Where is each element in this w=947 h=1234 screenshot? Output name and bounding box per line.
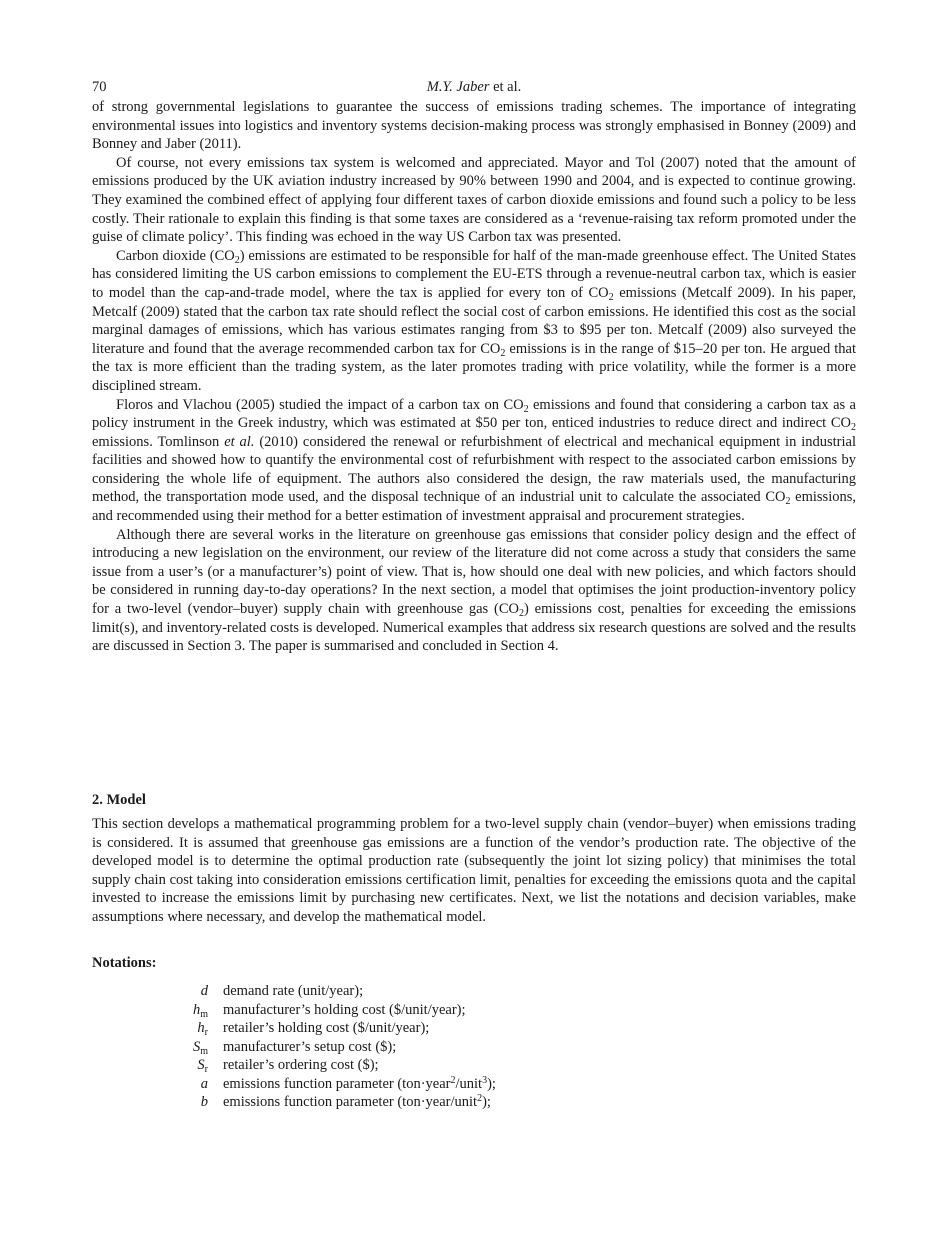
notation-row (92, 983, 856, 1002)
notation-row (92, 1039, 856, 1058)
running-title (92, 79, 856, 96)
running-title-authors: M.Y. Jaber (426, 79, 490, 95)
notation-symbol (201, 1094, 208, 1111)
symbol-letter: h (197, 1020, 205, 1036)
symbol-letter: h (192, 1001, 201, 1018)
symbol-letter: a (200, 1075, 208, 1092)
symbol-letter: b (200, 1094, 208, 1110)
notation-symbol (201, 983, 208, 1000)
paragraph-4-text: (2010) considered the renewal or refurbishment of electrical and mechanical equipment in industrial facilities and showed how to quantify the environmental cost of refurbishment with respect to the associated carbon emissions by considering the whole life of equipment. The authors also considered the design, the raw materials used, the manufacturing method, the transportation mode used, and the disposal technique of an industrial unit to calculate the associated CO (92, 433, 856, 506)
superscript: 2 (477, 1093, 483, 1104)
definition-text: emissions function parameter (ton·year/unit (223, 1094, 478, 1110)
notation-row (92, 1076, 856, 1095)
notation-symbol (197, 1020, 208, 1037)
page-number: 70 (92, 79, 107, 95)
paragraph-1: of strong governmental legislations to guarantee the success of emissions trading schemes. The importance of integrating environmental issues into logistics and inventory systems decision-making process was strongly emphasised in Bonney (2009) and Bonney and Jaber (2011). (92, 99, 856, 153)
notation-definition (223, 983, 363, 1000)
body-text (92, 98, 856, 656)
definition-text: /unit (455, 1075, 483, 1092)
paragraph-4 (92, 396, 856, 526)
notation-symbol (201, 1076, 208, 1093)
definition-text: retailer’s ordering cost ($); (223, 1057, 379, 1073)
symbol-letter: d (200, 983, 208, 999)
definition-text: demand rate (unit/year); (223, 983, 364, 999)
paragraph-4-text: Floros and Vlachou (2005) studied the impact of a carbon tax on CO (116, 396, 524, 413)
subscript: 2 (851, 422, 856, 434)
superscript: 2 (450, 1074, 456, 1086)
notation-definition (223, 1094, 491, 1111)
notation-symbol (197, 1057, 208, 1074)
running-title-suffix: et al. (489, 79, 522, 95)
paragraph-3-text: emissions is in the range of $15–20 per ton. He argued that the tax is more efficient than the trading system, as the later promotes trading with price volatility, while the former is a more disciplined stream. (92, 340, 857, 394)
running-head (92, 79, 856, 99)
notation-definition (223, 1020, 429, 1037)
paragraph-3-text: emissions (Metcalf 2009). In his paper, Metcalf (2009) stated that the carbon tax rate should reflect the social cost of carbon emissions. He identified this cost as the social marginal damages of emissions, which has various estimates ranging from $3 to $95 per ton. Metcalf (2009) also surveyed the literature and found that the average recommended carbon tax for CO (92, 284, 856, 357)
definition-text: emissions function parameter (ton·year (223, 1075, 451, 1092)
subscript: 2 (608, 291, 614, 303)
paragraph-4-text: emissions, and recommended using their method for a better estimation of investment appraisal and procurement strategies. (92, 489, 856, 525)
subscript: 2 (234, 254, 240, 266)
subscript: 2 (523, 403, 529, 415)
notation-symbol (193, 1039, 208, 1056)
section-body: This section develops a mathematical programming problem for a two-level supply chain (vendor–buyer) when emissions trading is considered. It is assumed that greenhouse gas emissions are a function of the vendor’s production rate. The objective of the developed model is to determine the optimal production rate (subsequently the joint lot sizing policy) that minimises the total supply chain cost taking into consideration emissions certification limit, penalties for exceeding the emissions quota and the capital invested to increase the emissions limit by purchasing new certificates. Next, we list the notations and decision variables, make assumptions where necessary, and develop the mathematical model. (92, 816, 856, 925)
symbol-letter: S (197, 1057, 205, 1073)
paragraph-5-text: Although there are several works in the literature on greenhouse gas emissions that consider policy design and the effect of introducing a new legislation on the environment, our review of the literature did not come across a study that considers the same issue from a user’s (or a manufacturer’s) point of view. That is, how should one deal with new policies, and which factors should be considered in running day-to-day operations? In the next section, a model that optimises the joint production-inventory policy for a two-level (vendor–buyer) supply chain with greenhouse gas (CO (92, 526, 856, 618)
definition-text: manufacturer’s holding cost ($/unit/year); (223, 1001, 466, 1018)
et-al-italic: et al. (224, 433, 255, 450)
superscript: 3 (482, 1074, 488, 1086)
definition-text: ); (482, 1094, 491, 1110)
paragraph-2: Of course, not every emissions tax system is welcomed and appreciated. Mayor and Tol (2007) noted that the amount of emissions produced by the UK aviation industry increased by 90% between 1990 and 2004, and is expected to continue growing. They examined the combined effect of applying four different taxes of carbon dioxide emissions and found such a policy to be less costly. Their rationale to explain this finding is that some taxes are considered as a ‘revenue-raising tax reform promoted under the guise of climate policy’. This finding was echoed in the way US Carbon tax was presented. (92, 154, 856, 246)
definition-text: ); (487, 1075, 496, 1092)
notation-row (92, 1002, 856, 1021)
section-heading: 2. Model (92, 792, 146, 808)
definition-text: manufacturer’s setup cost ($); (223, 1038, 397, 1055)
notation-row (92, 1020, 856, 1039)
notation-symbol (193, 1002, 208, 1019)
paragraph-3-text: ) emissions are estimated to be responsible for half of the man-made greenhouse effect. The United States has considered limiting the US carbon emissions to complement the EU-ETS through a revenue-neutral carbon tax, which is easier to model than the cap-and-trade model, where the tax is applied for every ton of CO (92, 247, 856, 301)
symbol-letter: S (192, 1038, 201, 1055)
subscript: 2 (500, 347, 506, 359)
notations-heading: Notations: (92, 955, 157, 971)
symbol-subscript: r (204, 1027, 208, 1038)
notation-definition (223, 1057, 379, 1074)
notation-definition (223, 1039, 396, 1056)
paragraph-5 (92, 526, 856, 656)
subscript: 2 (519, 608, 524, 620)
paragraph-3 (92, 247, 856, 396)
definition-text: retailer’s holding cost ($/unit/year); (223, 1020, 430, 1036)
paragraph-4-text: emissions. Tomlinson (92, 433, 225, 450)
subscript: 2 (785, 496, 791, 508)
notation-definition (223, 1076, 496, 1093)
paragraph-3-text: Carbon dioxide (CO (116, 247, 235, 264)
symbol-subscript: r (204, 1064, 208, 1075)
symbol-subscript: m (200, 1045, 208, 1057)
notation-list (92, 983, 856, 1113)
notation-row (92, 1057, 856, 1076)
notation-row (92, 1094, 856, 1113)
symbol-subscript: m (200, 1008, 208, 1020)
notation-definition (223, 1002, 466, 1019)
paragraph-5-text: ) emissions cost, penalties for exceeding the emissions limit(s), and inventory-related costs is developed. Numerical examples that address six research questions are solved and the results are discussed in Section 3. The paper is summarised and concluded in Section 4. (92, 601, 856, 655)
paragraph-4-text: emissions and found that considering a carbon tax as a policy instrument in the Greek industry, which was estimated at $50 per ton, enticed industries to reduce direct and indirect CO (92, 396, 856, 432)
